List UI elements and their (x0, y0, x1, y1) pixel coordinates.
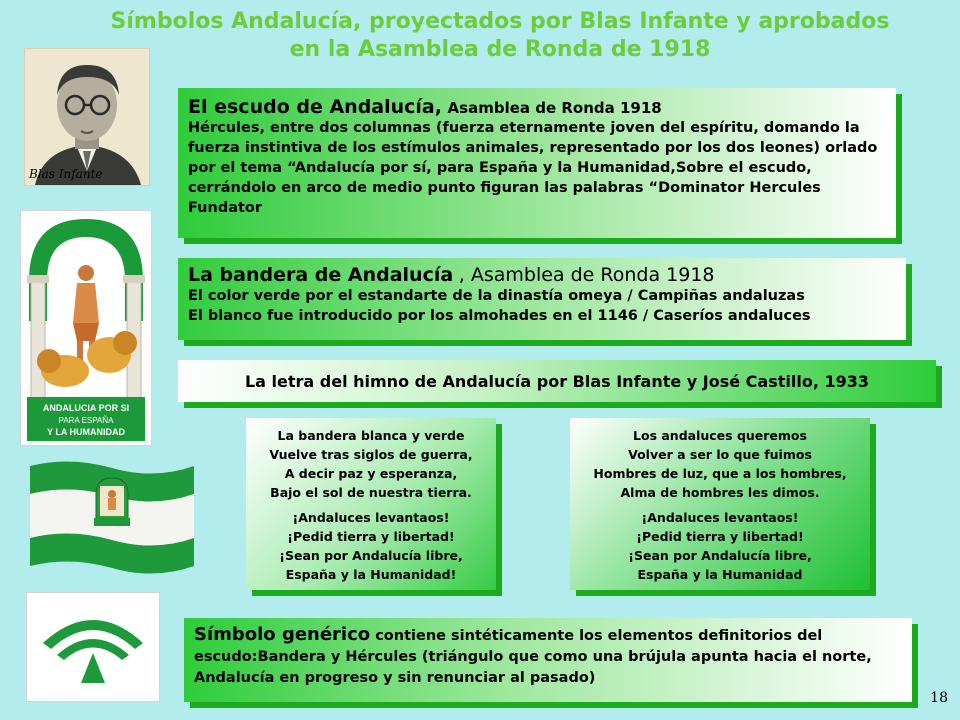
simbolo-body: contiene sintéticamente los elementos definitorios del escudo:Bandera y Hércules (triángulo que como una brújula apunta hacia el norte, Andalucía en progreso y sin renunciar al pasado) (194, 628, 872, 686)
coat-of-arms-icon (21, 211, 151, 445)
bandera-heading: La bandera de Andalucía (188, 264, 454, 286)
poem-left-verse1-line3: A decir paz y esperanza, (284, 466, 458, 481)
coat-of-arms-motto-line1: ANDALUCIA POR SI (42, 403, 130, 413)
portrait-photo (24, 48, 150, 186)
escudo-box (178, 88, 896, 238)
coat-of-arms-motto-line3: Y LA HUMANIDAD (47, 427, 125, 437)
slide-title-line2: en la Asamblea de Ronda de 1918 (289, 37, 711, 62)
slide-title-line1: Símbolos Andalucía, proyectados por Blas Infante y aprobados (110, 9, 890, 34)
poem-right-verse2-line3: ¡Sean por Andalucía libre, (628, 548, 812, 563)
poem-right-verse2-line2: ¡Pedid tierra y libertad! (636, 529, 804, 544)
poem-right-verse1-line1: Los andaluces queremos (633, 428, 807, 443)
poem-left-verse1-line2: Vuelve tras siglos de guerra, (269, 447, 473, 462)
poem-left-verse1-line4: Bajo el sol de nuestra tierra. (270, 485, 472, 500)
coat-of-arms-image (20, 210, 152, 446)
escudo-body: Hércules, entre dos columnas (fuerza eternamente joven del espíritu, domando la fuerza instintiva de los estímulos animales, representado por los dos leones) orlado por el tema “Andalucía por sí, para España y la Humanidad,Sobre el escudo, cerrándolo en arco de medio punto figuran las palabras “Dominator Hercules Fundator (188, 120, 878, 216)
poem-right-verse2-line4: España y la Humanidad (637, 567, 803, 582)
bandera-box (178, 258, 906, 340)
slide-title (60, 8, 940, 64)
poem-left-verse2-line1: ¡Andaluces levantaos! (292, 510, 450, 525)
coat-of-arms-motto-line2: PARA ESPAÑA (58, 416, 114, 425)
poem-right-verse1-line3: Hombres de luz, que a los hombres, (593, 466, 847, 481)
poem-right-verse1-line2: Volver a ser lo que fuimos (628, 447, 812, 462)
poem-right-box (570, 418, 870, 590)
escudo-subheading: Asamblea de Ronda 1918 (447, 99, 662, 117)
himno-box (178, 360, 936, 402)
bandera-line2: El blanco fue introducido por los almohades en el 1146 / Caseríos andaluces (188, 308, 811, 324)
bandera-subheading: , Asamblea de Ronda 1918 (458, 264, 715, 286)
flag-icon (26, 458, 198, 578)
bandera-line1: El color verde por el estandarte de la dinastía omeya / Campiñas andaluzas (188, 288, 805, 304)
poem-left-verse1-line1: La bandera blanca y verde (277, 428, 465, 443)
simbolo-box (184, 618, 912, 702)
himno-text: La letra del himno de Andalucía por Blas Infante y José Castillo, 1933 (244, 371, 870, 391)
poem-left-verse2-line4: España y la Humanidad! (285, 567, 457, 582)
escudo-heading: El escudo de Andalucía, (188, 96, 442, 118)
generic-symbol-image (26, 592, 160, 702)
poem-left-verse2-line2: ¡Pedid tierra y libertad! (287, 529, 455, 544)
portrait-icon (25, 49, 149, 185)
portrait-caption: Blas Infante (29, 167, 103, 181)
simbolo-heading: Símbolo genérico (194, 624, 371, 645)
poem-left-verse2-line3: ¡Sean por Andalucía libre, (279, 548, 463, 563)
poem-right-verse2-line1: ¡Andaluces levantaos! (641, 510, 799, 525)
poem-left-box (246, 418, 496, 590)
flag-image (26, 458, 198, 578)
page-number: 18 (930, 690, 948, 706)
generic-symbol-icon (27, 593, 159, 701)
poem-right-verse1-line4: Alma de hombres les dimos. (620, 485, 820, 500)
